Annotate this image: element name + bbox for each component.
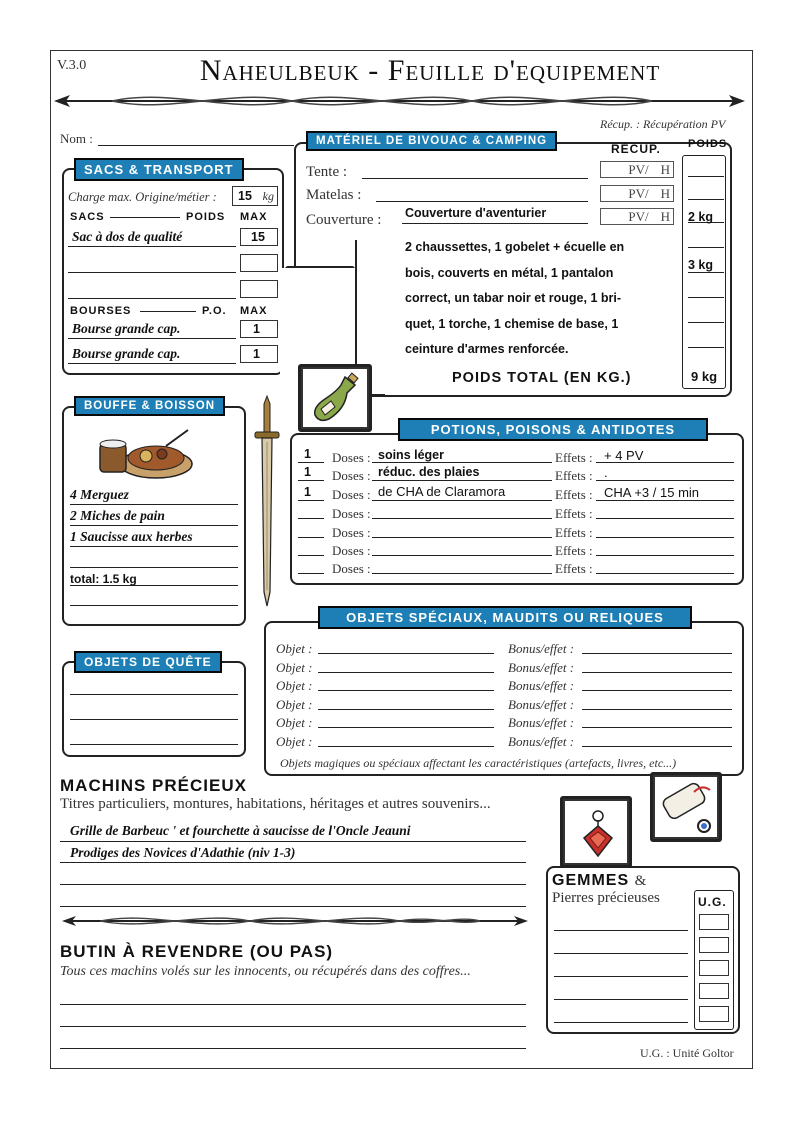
- ug-box[interactable]: [699, 1006, 729, 1022]
- speciaux-note: Objets magiques ou spéciaux affectant les caractéristiques (artefacts, livres, etc...): [280, 756, 677, 770]
- machins-list: [60, 820, 526, 907]
- sac-max-value-1: 15: [251, 230, 265, 244]
- butin-line[interactable]: [60, 1004, 526, 1005]
- poids-row[interactable]: [688, 273, 724, 298]
- potions-banner: POTIONS, POISONS & ANTIDOTES: [398, 418, 708, 441]
- machins-row[interactable]: Grille de Barbeuc ' et fourchette à saucisse de l'Oncle Jeauni: [60, 820, 526, 842]
- machins-title: MACHINS PRÉCIEUX: [60, 776, 247, 795]
- bourses-header-rule: [140, 311, 196, 312]
- speciaux-row: Objet : Bonus/effet :: [276, 658, 736, 677]
- objet-field[interactable]: [318, 672, 494, 673]
- bouffe-banner: BOUFFE & BOISSON: [74, 396, 225, 416]
- bouffe-row[interactable]: 2 Miches de pain: [70, 505, 238, 526]
- poids-row[interactable]: [688, 323, 724, 348]
- h-label-3: H: [660, 209, 670, 224]
- objet-field[interactable]: [318, 709, 494, 710]
- pv-label-2: PV/: [628, 186, 649, 201]
- gemme-line[interactable]: [554, 1022, 688, 1023]
- potions-rows: [298, 447, 738, 576]
- bourse-line-1: [68, 338, 236, 339]
- butin-title: BUTIN À REVENDRE (OU PAS): [60, 942, 334, 961]
- sacs-header: SACS: [70, 211, 105, 223]
- potion-name-field[interactable]: [372, 555, 552, 556]
- ug-box[interactable]: [699, 960, 729, 976]
- bonus-field[interactable]: [582, 746, 732, 747]
- quete-banner: OBJETS DE QUÊTE: [74, 651, 222, 673]
- gemme-line[interactable]: [554, 999, 688, 1000]
- bonus-field[interactable]: [582, 727, 732, 728]
- potion-name-field[interactable]: [372, 518, 552, 519]
- potion-name-field[interactable]: [372, 480, 552, 481]
- bourses-max-header: MAX: [240, 305, 268, 317]
- quete-panel: [62, 661, 246, 757]
- couverture-value: Couverture d'aventurier: [405, 206, 547, 220]
- poids-header: POIDS: [186, 211, 226, 223]
- objet-field[interactable]: [318, 727, 494, 728]
- bouffe-row[interactable]: [70, 547, 238, 568]
- amulet-icon: [568, 804, 628, 864]
- ug-header: U.G.: [698, 895, 727, 909]
- gemmes-amp: &: [634, 873, 648, 889]
- poids-row[interactable]: [688, 160, 724, 177]
- sac-max-box-3[interactable]: [240, 280, 278, 298]
- couverture-field[interactable]: [402, 223, 588, 224]
- objet-field[interactable]: [318, 653, 494, 654]
- objet-field[interactable]: [318, 690, 494, 691]
- scroll-icon: [658, 780, 718, 838]
- ug-box[interactable]: [699, 914, 729, 930]
- page-title: Naheulbeuk - Feuille d'equipement: [199, 54, 661, 87]
- ornament-divider-bottom: [60, 912, 530, 930]
- charge-label: Charge max. Origine/métier :: [68, 190, 217, 204]
- gemmes-title-text: GEMMES: [552, 872, 630, 889]
- potion-effect-field[interactable]: [596, 555, 734, 556]
- poids-total-value: 9 kg: [691, 369, 718, 384]
- objet-field[interactable]: [318, 746, 494, 747]
- pv-box-matelas[interactable]: [600, 185, 674, 202]
- bottle-illustration: [298, 364, 372, 432]
- poids-row[interactable]: [688, 223, 724, 248]
- poids-row[interactable]: [688, 177, 724, 200]
- potion-effect-field[interactable]: [596, 518, 734, 519]
- bonus-field[interactable]: [582, 672, 732, 673]
- sac-line-3[interactable]: [68, 298, 236, 299]
- potion-row: Doses : Effets :: [298, 558, 738, 576]
- ug-box[interactable]: [699, 983, 729, 999]
- sword-illustration: [252, 392, 282, 610]
- bonus-field[interactable]: [582, 690, 732, 691]
- poids-row[interactable]: [688, 298, 724, 323]
- bottle-icon: [307, 371, 367, 427]
- potion-effect-field[interactable]: [596, 462, 734, 463]
- pv-box-couverture[interactable]: [600, 208, 674, 225]
- potion-row: 1 Doses : de CHA de Claramora Effets : CHA +3 / 15 min: [298, 483, 738, 503]
- charge-box[interactable]: [232, 186, 278, 206]
- pv-box-tente[interactable]: [600, 161, 674, 178]
- max-header: MAX: [240, 211, 268, 223]
- potion-row: 1 Doses : réduc. des plaies Effets : .: [298, 465, 738, 483]
- gemme-line[interactable]: [554, 976, 688, 977]
- gemme-line[interactable]: [554, 953, 688, 954]
- machins-row[interactable]: [60, 885, 526, 907]
- bouffe-row[interactable]: 4 Merguez: [70, 484, 238, 505]
- bourse-max-value-1: 1: [253, 322, 260, 336]
- speciaux-row: Objet : Bonus/effet :: [276, 695, 736, 714]
- bivouac-extra-line: correct, un tabar noir et rouge, 1 bri-: [405, 291, 622, 305]
- quete-line[interactable]: [70, 744, 238, 745]
- speciaux-row: Objet : Bonus/effet :: [276, 732, 736, 751]
- potion-effect-field[interactable]: [596, 480, 734, 481]
- bouffe-list: [70, 484, 238, 626]
- bouffe-row[interactable]: [70, 586, 238, 606]
- recup-note: Récup. : Récupération PV: [600, 117, 726, 131]
- potion-effect-field[interactable]: [596, 537, 734, 538]
- potion-row: Doses : Effets :: [298, 522, 738, 540]
- sacs-header-rule: [110, 217, 180, 218]
- pv-label-3: PV/: [628, 209, 649, 224]
- potion-name-field[interactable]: [372, 573, 552, 574]
- couverture-label: Couverture :: [306, 212, 382, 228]
- quete-line[interactable]: [70, 694, 238, 695]
- bourse-max-box-2[interactable]: [240, 345, 278, 363]
- poids-row[interactable]: 3 kg: [688, 248, 724, 273]
- ornament-divider-top: [52, 90, 747, 112]
- bivouac-extra-line: bois, couverts en métal, 1 pantalon: [405, 265, 614, 280]
- potion-row: Doses : Effets :: [298, 503, 738, 522]
- sac-line-1: [68, 246, 236, 247]
- bivouac-extra-line: 2 chaussettes, 1 gobelet + écuelle en: [405, 240, 625, 254]
- potion-row: Doses : Effets :: [298, 540, 738, 558]
- potion-name-field[interactable]: [372, 537, 552, 538]
- bourses-header: BOURSES: [70, 305, 132, 317]
- bourse-item-2: Bourse grande cap.: [72, 346, 181, 361]
- bivouac-extra-line: ceinture d'armes renforcée.: [405, 342, 569, 356]
- nom-field[interactable]: [98, 145, 294, 146]
- bouffe-row[interactable]: [70, 606, 238, 626]
- version-label: V.3.0: [57, 58, 87, 73]
- potion-effect-field[interactable]: [596, 573, 734, 574]
- bonus-field[interactable]: [582, 653, 732, 654]
- matelas-field[interactable]: [376, 201, 588, 202]
- recup-header: RÉCUP.: [611, 142, 661, 156]
- speciaux-row: Objet : Bonus/effet :: [276, 676, 736, 695]
- charge-value: 15: [238, 189, 252, 203]
- speciaux-row: Objet : Bonus/effet :: [276, 713, 736, 732]
- h-label-2: H: [660, 186, 670, 201]
- charge-unit: kg: [262, 189, 274, 203]
- gemmes-subtitle: Pierres précieuses: [552, 890, 660, 906]
- machins-row[interactable]: [60, 863, 526, 885]
- butin-subtitle: Tous ces machins volés sur les innocents, ou récupérés dans des coffres...: [60, 964, 471, 979]
- speciaux-rows: [276, 639, 736, 750]
- ug-box[interactable]: [699, 937, 729, 953]
- poids-row[interactable]: 2 kg: [688, 200, 724, 223]
- speciaux-banner: OBJETS SPÉCIAUX, MAUDITS OU RELIQUES: [318, 606, 692, 629]
- gemme-line[interactable]: [554, 930, 688, 931]
- butin-line[interactable]: [60, 1026, 526, 1027]
- machins-subtitle: Titres particuliers, montures, habitations, héritages et autres souvenirs...: [60, 796, 491, 812]
- bourse-max-value-2: 1: [253, 347, 260, 361]
- potion-effect-field[interactable]: [596, 500, 734, 501]
- bivouac-banner: MATÉRIEL DE BIVOUAC & CAMPING: [306, 131, 557, 151]
- gemmes-title: [552, 872, 647, 890]
- potion-name-field[interactable]: [372, 500, 552, 501]
- bivouac-extra-line: quet, 1 torche, 1 chemise de base, 1: [405, 316, 619, 331]
- potion-row: 1 Doses : soins léger Effets : + 4 PV: [298, 447, 738, 465]
- machins-row[interactable]: Prodiges des Novices d'Adathie (niv 1-3): [60, 842, 526, 863]
- bouffe-row[interactable]: total: 1.5 kg: [70, 568, 238, 586]
- butin-line[interactable]: [60, 1048, 526, 1049]
- sac-max-box-1[interactable]: [240, 228, 278, 246]
- h-label-1: H: [660, 162, 670, 177]
- matelas-label: Matelas :: [306, 187, 362, 203]
- bourse-line-2: [68, 363, 236, 364]
- po-header: P.O.: [202, 305, 227, 317]
- sac-item-1: Sac à dos de qualité: [72, 229, 183, 244]
- footer-ug-note: U.G. : Unité Goltor: [640, 1046, 734, 1060]
- tente-field[interactable]: [362, 178, 588, 179]
- food-illustration: [96, 424, 196, 482]
- bivouac-extra-items: [405, 235, 624, 363]
- bouffe-row[interactable]: 1 Saucisse aux herbes: [70, 526, 238, 547]
- tente-label: Tente :: [306, 164, 348, 180]
- poids-weights: [688, 160, 724, 348]
- bourse-max-box-1[interactable]: [240, 320, 278, 338]
- scroll-illustration: [650, 772, 722, 842]
- potion-name-field[interactable]: [372, 462, 552, 463]
- quete-line[interactable]: [70, 719, 238, 720]
- poids-total-label: POIDS TOTAL (EN KG.): [452, 370, 632, 386]
- nom-label: Nom :: [60, 131, 93, 146]
- poids-col-header: POIDS: [688, 138, 728, 150]
- speciaux-row: Objet : Bonus/effet :: [276, 639, 736, 658]
- sac-max-box-2[interactable]: [240, 254, 278, 272]
- sac-line-2[interactable]: [68, 272, 236, 273]
- amulet-illustration: [560, 796, 632, 868]
- sacs-banner: SACS & TRANSPORT: [74, 158, 244, 181]
- pv-label-1: PV/: [628, 162, 649, 177]
- bonus-field[interactable]: [582, 709, 732, 710]
- bourse-item-1: Bourse grande cap.: [72, 321, 181, 336]
